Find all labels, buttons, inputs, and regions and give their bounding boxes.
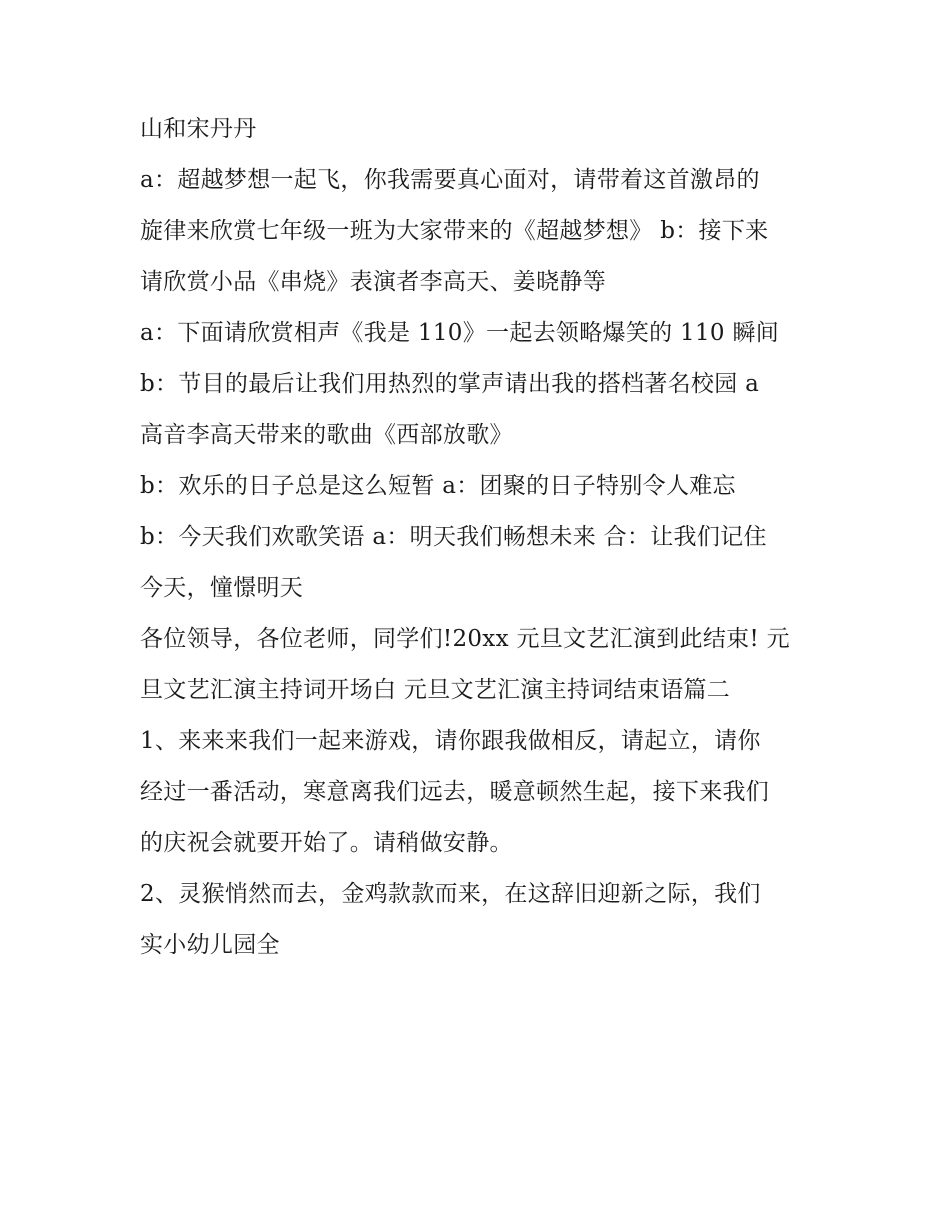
text-line: 1、来来来我们一起来游戏，请你跟我做相反，请起立，请你 xyxy=(140,728,761,754)
text-line: 山和宋丹丹 xyxy=(140,116,257,142)
text-line: 今天，憧憬明天 xyxy=(140,575,304,601)
text-line: 的庆祝会就要开始了。请稍做安静。 xyxy=(140,830,513,856)
text-line: 2、灵猴悄然而去，金鸡款款而来，在这辞旧迎新之际，我们 xyxy=(140,881,761,907)
text-line: 各位领导，各位老师，同学们!20xx 元旦文艺汇演到此结束! 元 xyxy=(140,626,790,652)
text-line: 旋律来欣赏七年级一班为大家带来的《超越梦想》 b：接下来 xyxy=(140,218,769,244)
text-line: 经过一番活动，寒意离我们远去，暖意顿然生起，接下来我们 xyxy=(140,779,770,805)
text-line: a：下面请欣赏相声《我是 110》一起去领略爆笑的 110 瞬间 xyxy=(140,320,780,346)
text-line: 实小幼儿园全 xyxy=(140,932,280,958)
text-line: 旦文艺汇演主持词开场白 元旦文艺汇演主持词结束语篇二 xyxy=(140,677,731,703)
text-line: b：今天我们欢歌笑语 a：明天我们畅想未来 合：让我们记住 xyxy=(140,524,767,550)
text-line: a：超越梦想一起飞，你我需要真心面对，请带着这首激昂的 xyxy=(140,167,760,193)
text-line: b：欢乐的日子总是这么短暂 a：团聚的日子特别令人难忘 xyxy=(140,473,736,499)
text-line: 请欣赏小品《串烧》表演者李高天、姜晓静等 xyxy=(140,269,606,295)
document-body xyxy=(140,104,830,971)
text-line: 高音李高天带来的歌曲《西部放歌》 xyxy=(140,422,513,448)
text-line: b：节目的最后让我们用热烈的掌声请出我的搭档著名校园 a xyxy=(140,371,760,397)
